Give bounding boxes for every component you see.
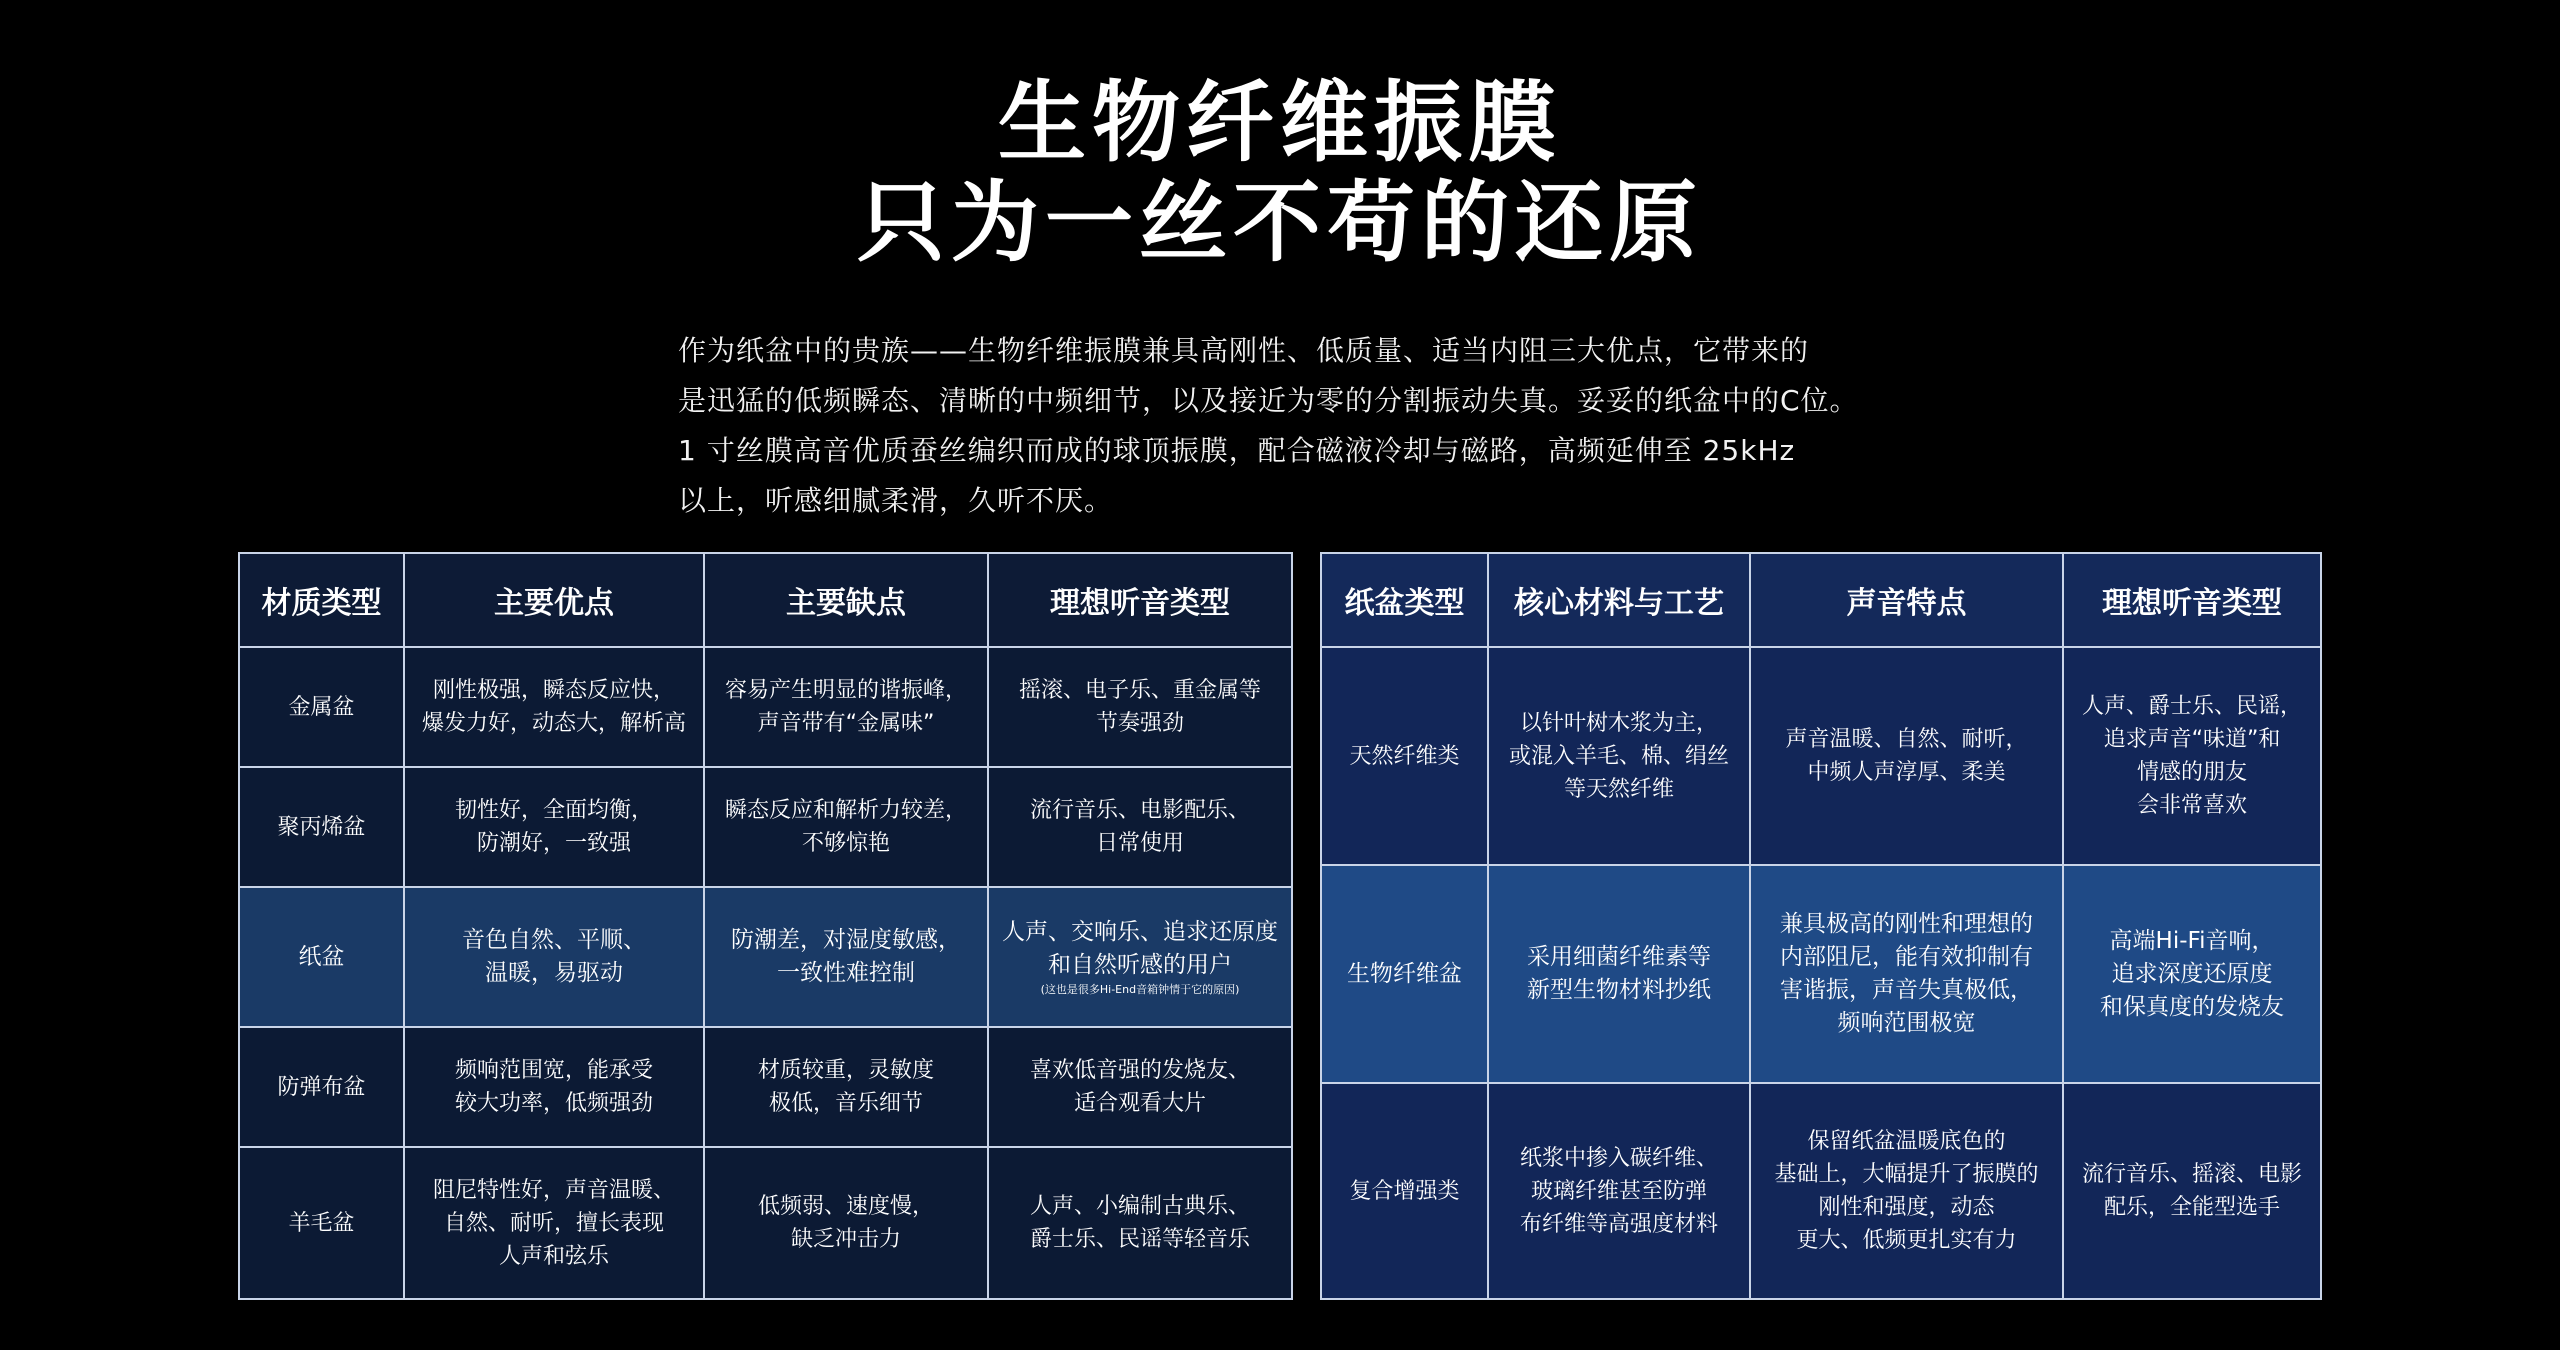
cell-line: 极低，音乐细节 <box>768 1091 923 1116</box>
cell-type: 防弹布盆 <box>239 1027 404 1147</box>
intro-paragraph <box>678 326 1898 526</box>
cell-sound <box>1750 1083 2063 1299</box>
cell-line: 喜欢低音强的发烧友、 <box>1029 1058 1250 1083</box>
cell-pros <box>404 887 704 1027</box>
intro-line: 以上，听感细腻柔滑，久听不厌。 <box>678 484 1114 517</box>
cell-line: 兼具极高的刚性和理想的 <box>1780 911 2033 937</box>
cell-line: 温暖，易驱动 <box>485 960 623 986</box>
headline-line-2: 只为一丝不苟的还原 <box>856 171 1703 274</box>
cell-ideal <box>988 887 1292 1027</box>
cell-line: 不够惊艳 <box>801 831 890 856</box>
cell-line: 追求声音“味道”和 <box>2103 727 2281 752</box>
cell-line: 会非常喜欢 <box>2136 793 2247 818</box>
cell-cons <box>704 1027 988 1147</box>
table-header-row <box>1321 553 2321 647</box>
cell-line: 和保真度的发烧友 <box>2100 993 2284 1020</box>
cell-pros <box>404 767 704 887</box>
cell-line: 以针叶树木浆为主， <box>1519 710 1718 736</box>
intro-line: 1 寸丝膜高音优质蚕丝编织而成的球顶振膜，配合磁液冷却与磁路，高频延伸至 25kHz <box>678 434 1796 467</box>
cell-line: 刚性和强度，动态 <box>1818 1195 1995 1220</box>
cell-ideal <box>988 1147 1292 1299</box>
cell-type: 天然纤维类 <box>1321 647 1488 865</box>
cell-line: 声音温暖、自然、耐听， <box>1785 727 2028 752</box>
header-sound-character: 声音特点 <box>1750 553 2063 647</box>
cell-line: 人声和弦乐 <box>498 1243 609 1269</box>
cell-material <box>1488 1083 1750 1299</box>
cell-sound <box>1750 865 2063 1083</box>
header-core-material: 核心材料与工艺 <box>1488 553 1750 647</box>
cell-type: 生物纤维盆 <box>1321 865 1488 1083</box>
cell-pros <box>404 1147 704 1299</box>
cell-line: 较大功率，低频强劲 <box>454 1091 653 1116</box>
cell-line: 瞬态反应和解析力较差， <box>724 798 967 823</box>
table-row <box>1321 1083 2321 1299</box>
cell-line: 和自然听感的用户 <box>1048 952 1232 978</box>
table-row <box>239 767 1292 887</box>
cell-line: 低频弱、速度慢， <box>757 1194 934 1219</box>
cell-line: 频响范围宽，能承受 <box>454 1058 653 1083</box>
table-row <box>239 1147 1292 1299</box>
material-comparison-table <box>238 552 1293 1300</box>
cell-line: 韧性好，全面均衡， <box>454 798 653 823</box>
table-row <box>239 1027 1292 1147</box>
cell-line: 或混入羊毛、棉、绢丝 <box>1508 743 1729 769</box>
cell-cons <box>704 1147 988 1299</box>
cell-line: 节奏强劲 <box>1095 711 1184 736</box>
cell-line: 人声、交响乐、追求还原度 <box>1002 919 1278 945</box>
cell-line: 布纤维等高强度材料 <box>1519 1211 1718 1237</box>
table-row <box>1321 647 2321 865</box>
cell-material <box>1488 865 1750 1083</box>
cell-line: 摇滚、电子乐、重金属等 <box>1018 678 1261 703</box>
header-ideal-listening: 理想听音类型 <box>2063 553 2321 647</box>
cell-ideal <box>2063 865 2321 1083</box>
cell-line: 阻尼特性好，声音温暖、 <box>432 1177 675 1203</box>
cell-line: 流行音乐、摇滚、电影 <box>2081 1162 2302 1187</box>
cell-footnote: (这也是很多Hi-End音箱钟情于它的原因) <box>1040 983 1240 996</box>
cell-line: 人声、小编制古典乐、 <box>1029 1194 1250 1219</box>
cell-line: 防潮好，一致强 <box>476 831 631 856</box>
table-row <box>239 647 1292 767</box>
cell-line: 等天然纤维 <box>1563 776 1674 802</box>
cell-line: 配乐，全能型选手 <box>2103 1195 2280 1220</box>
cell-cons <box>704 887 988 1027</box>
cell-line: 追求深度还原度 <box>2111 960 2273 987</box>
cell-line: 爆发力好，动态大，解析高 <box>421 711 686 736</box>
cell-cons <box>704 767 988 887</box>
cell-type: 羊毛盆 <box>239 1147 404 1299</box>
cell-line: 高端Hi-Fi音响， <box>2109 927 2275 954</box>
cell-line: 情感的朋友 <box>2136 760 2247 785</box>
cell-line: 采用细菌纤维素等 <box>1527 944 1711 970</box>
header-cone-type: 纸盆类型 <box>1321 553 1488 647</box>
cell-line: 害谐振，声音失真极低， <box>1780 977 2033 1003</box>
cell-ideal <box>988 1027 1292 1147</box>
cell-line: 材质较重，灵敏度 <box>757 1058 934 1083</box>
intro-line: 是迅猛的低频瞬态、清晰的中频细节，以及接近为零的分割振动失真。妥妥的纸盆中的C位。 <box>678 384 1859 417</box>
cell-line: 缺乏冲击力 <box>790 1227 901 1252</box>
cone-type-table <box>1320 552 2322 1300</box>
header-pros: 主要优点 <box>404 553 704 647</box>
cell-sound <box>1750 647 2063 865</box>
cell-type: 金属盆 <box>239 647 404 767</box>
cell-line: 容易产生明显的谐振峰， <box>724 678 967 703</box>
intro-line: 作为纸盆中的贵族——生物纤维振膜兼具高刚性、低质量、适当内阻三大优点，它带来的 <box>678 334 1810 367</box>
cell-line: 内部阻尼，能有效抑制有 <box>1780 944 2033 970</box>
cell-pros <box>404 1027 704 1147</box>
cell-line: 纸浆中掺入碳纤维、 <box>1519 1145 1718 1171</box>
cell-ideal <box>2063 647 2321 865</box>
cell-line: 新型生物材料抄纸 <box>1527 977 1711 1003</box>
cell-line: 音色自然、平顺、 <box>462 927 646 953</box>
cell-line: 适合观看大片 <box>1073 1091 1206 1116</box>
cell-type: 纸盆 <box>239 887 404 1027</box>
cell-ideal <box>988 647 1292 767</box>
cell-material <box>1488 647 1750 865</box>
cell-line: 防潮差，对湿度敏感， <box>731 927 961 953</box>
cell-line: 基础上，大幅提升了振膜的 <box>1774 1162 2039 1187</box>
cell-pros <box>404 647 704 767</box>
cell-line: 流行音乐、电影配乐、 <box>1029 798 1250 823</box>
cell-line: 爵士乐、民谣等轻音乐 <box>1029 1227 1250 1252</box>
cell-line: 一致性难控制 <box>777 960 915 986</box>
cell-line: 自然、耐听，擅长表现 <box>443 1210 664 1236</box>
cell-line: 玻璃纤维甚至防弹 <box>1530 1178 1707 1204</box>
cell-line: 更大、低频更扎实有力 <box>1796 1228 2017 1253</box>
cell-cons <box>704 647 988 767</box>
header-cons: 主要缺点 <box>704 553 988 647</box>
cell-ideal <box>2063 1083 2321 1299</box>
cell-line: 日常使用 <box>1095 831 1184 856</box>
table-header-row <box>239 553 1292 647</box>
cell-line: 声音带有“金属味” <box>757 711 935 736</box>
headline-line-1: 生物纤维振膜 <box>997 71 1562 174</box>
header-ideal-listening: 理想听音类型 <box>988 553 1292 647</box>
cell-type: 复合增强类 <box>1321 1083 1488 1299</box>
cell-line: 频响范围极宽 <box>1837 1010 1976 1036</box>
cell-type: 聚丙烯盆 <box>239 767 404 887</box>
cell-line: 中频人声淳厚、柔美 <box>1807 760 2006 785</box>
header-material-type: 材质类型 <box>239 553 404 647</box>
cell-line: 刚性极强，瞬态反应快， <box>432 678 675 703</box>
table-row <box>1321 865 2321 1083</box>
cell-line: 人声、爵士乐、民谣， <box>2081 694 2302 719</box>
cell-ideal <box>988 767 1292 887</box>
cell-line: 保留纸盆温暖底色的 <box>1807 1129 2006 1154</box>
table-row <box>239 887 1292 1027</box>
